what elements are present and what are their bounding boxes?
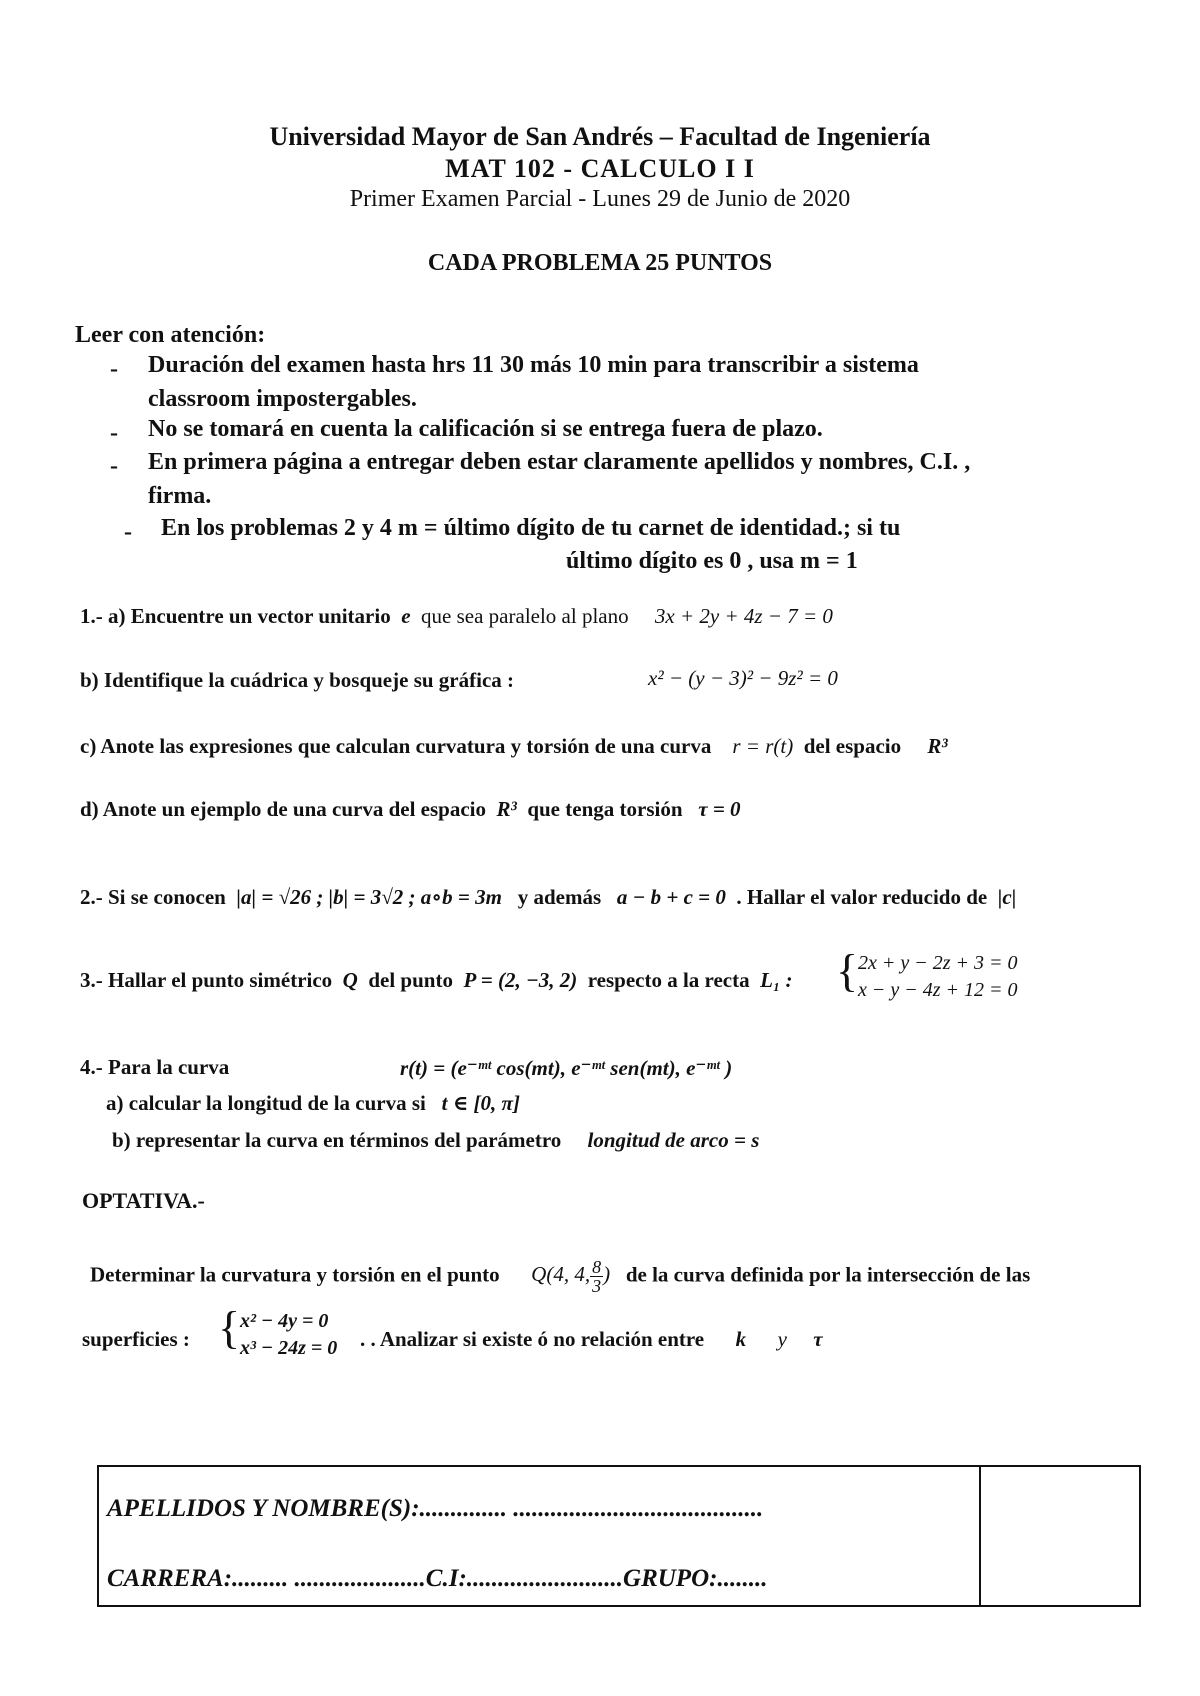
problem-1c-tail: del espacio (803, 734, 902, 758)
point-p: P = (2, −3, 2) (463, 968, 578, 992)
problem-1d (80, 797, 741, 822)
vector-sum: a − b + c = 0 (616, 885, 726, 909)
interval: t ∈ [0, π] (441, 1091, 520, 1115)
curve-param-equation: r(t) = (e⁻ᵐᵗ cos(mt), e⁻ᵐᵗ sen(mt), e⁻ᵐᵗ ) (400, 1056, 733, 1080)
student-info-box (97, 1465, 1141, 1607)
problem-1c-label: c) Anote las expresiones que calculan curvatura y torsión de una curva (80, 734, 712, 758)
system-brace: { (218, 1302, 241, 1353)
problem-2-tail: . Hallar el valor reducido de (736, 885, 988, 909)
unit-vector-symbol: e (401, 604, 411, 628)
bullet-dash: - (110, 420, 118, 446)
exam-subtitle: Primer Examen Parcial - Lunes 29 de Junio de 2020 (349, 186, 851, 212)
problem-1b-label: b) Identifique la cuádrica y bosqueje su gráfica : (80, 668, 515, 692)
problem-1c (80, 734, 948, 759)
university-title: Universidad Mayor de San Andrés – Facultad de Ingeniería (269, 122, 931, 151)
line-equation-2: x − y − 4z + 12 = 0 (858, 979, 1018, 1001)
quadric-equation: x² − (y − 3)² − 9z² = 0 (648, 666, 838, 690)
vector-norms: |a| = √26 ; |b| = 3√2 ; a∘b = 3m (236, 885, 502, 909)
optional-text-3: . . Analizar si existe ó no relación entre (360, 1327, 705, 1351)
problem-1a-mid: que sea paralelo al plano (421, 604, 629, 628)
curve-equation: r = r(t) (732, 734, 794, 758)
instruction-item: No se tomará en cuenta la calificación si se entrega fuera de plazo. (148, 416, 823, 442)
instruction-item: classroom impostergables. (148, 386, 417, 412)
arc-length-param: longitud de arco = s (587, 1128, 760, 1152)
line-name: L₁ : (760, 968, 793, 992)
instruction-item: Duración del examen hasta hrs 11 30 más 10 min para transcribir a sistema (148, 352, 919, 378)
problem-1d-mid: que tenga torsión (527, 797, 683, 821)
career-id-group-field[interactable]: CARRERA:......... .....................C.I:.........................GRUPO:........ (107, 1565, 768, 1592)
course-title: MAT 102 - CALCULO I I (445, 154, 755, 183)
point-q-coords: Q(4, 4, $\frac{8}{3}$ ) (531, 1257, 611, 1296)
problem-3-mid: del punto (368, 968, 453, 992)
system-brace: { (836, 945, 859, 996)
instruction-item: En los problemas 2 y 4 m = último dígito de tu carnet de identidad.; si tu (161, 515, 901, 541)
problem-2-mid: y además (517, 885, 602, 909)
instruction-item: firma. (148, 483, 212, 509)
surfaces-system (240, 1308, 337, 1362)
instruction-item: En primera página a entregar deben estar claramente apellidos y nombres, C.I. , (148, 449, 971, 475)
curvature-symbol: k (735, 1327, 747, 1351)
problem-4-label: 4.- Para la curva (80, 1055, 230, 1079)
problem-4 (80, 1055, 229, 1080)
torsion-equation: τ = 0 (698, 797, 741, 821)
bullet-dash: - (110, 356, 118, 382)
bullet-dash: - (124, 519, 132, 545)
line-system (858, 950, 1018, 1004)
surfaces-label: superficies : (82, 1327, 190, 1351)
problem-2 (80, 884, 1016, 910)
fraction: $\frac{8}{3}$ (592, 1257, 602, 1296)
space-symbol: R³ (927, 734, 948, 758)
vector-c-norm: |c| (997, 885, 1017, 909)
problem-3-label: 3.- Hallar el punto simétrico (80, 968, 333, 992)
torsion-symbol: τ (813, 1327, 823, 1351)
plane-equation: 3x + 2y + 4z − 7 = 0 (654, 604, 833, 628)
surface-equation-2: x³ − 24z = 0 (240, 1337, 338, 1359)
problem-3-mid2: respecto a la recta (587, 968, 750, 992)
optional-title: OPTATIVA.- (82, 1188, 205, 1213)
problem-3 (80, 968, 793, 993)
line-equation-1: 2x + y − 2z + 3 = 0 (858, 952, 1018, 974)
problem-1b (80, 668, 514, 693)
problem-1a (80, 604, 833, 629)
space-symbol: R³ (496, 797, 517, 821)
points-note: CADA PROBLEMA 25 PUNTOS (427, 250, 773, 276)
instruction-item: último dígito es 0 , usa m = 1 (566, 548, 858, 574)
problem-4a (106, 1090, 520, 1116)
bullet-dash: - (110, 453, 118, 479)
problem-4b-label: b) representar la curva en términos del parámetro (112, 1128, 562, 1152)
problem-1a-label: 1.- a) Encuentre un vector unitario (80, 604, 391, 628)
problem-1d-label: d) Anote un ejemplo de una curva del espacio (80, 797, 487, 821)
and-word: y (777, 1327, 787, 1351)
surface-equation-1: x² − 4y = 0 (240, 1310, 329, 1332)
name-field[interactable]: APELLIDOS Y NOMBRE(S):.............. ........................................ (107, 1495, 764, 1522)
problem-2-label: 2.- Si se conocen (80, 885, 226, 909)
optional-text-1: Determinar la curvatura y torsión en el punto (90, 1262, 500, 1287)
optional-text-2: de la curva definida por la intersección de las (625, 1262, 1031, 1287)
optional-line-1 (90, 1258, 1030, 1295)
instructions-title: Leer con atención: (75, 322, 266, 348)
point-q: Q (342, 968, 358, 992)
problem-4a-label: a) calcular la longitud de la curva si (106, 1091, 426, 1115)
problem-4b (112, 1128, 759, 1153)
optional-line-2 (360, 1327, 823, 1352)
box-divider (979, 1467, 981, 1605)
